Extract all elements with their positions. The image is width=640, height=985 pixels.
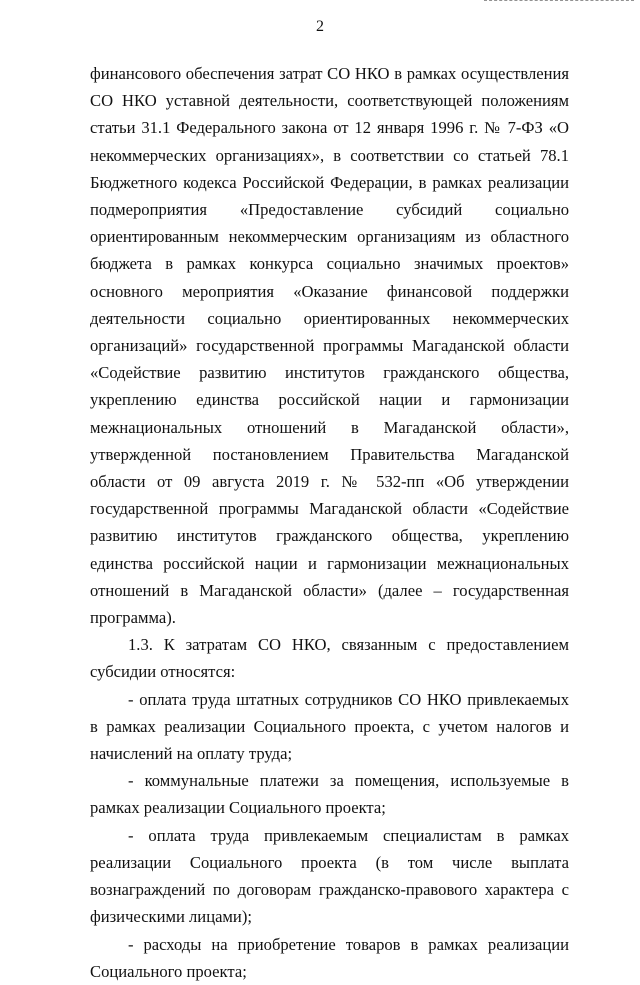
list-item-staff-pay: - оплата труда штатных сотрудников СО НКО привлекаемых в рамках реализации Социального проекта, с учетом налогов и начислений на оплату труда; [90, 689, 569, 764]
list-item-specialists-pay: - оплата труда привлекаемым специалистам в рамках реализации Социального проекта (в том числе выплата вознаграждений по договорам гражданско-правового характера с физическими лицами); [90, 825, 569, 927]
scan-edge-mark [484, 0, 634, 5]
list-item-utilities: - коммунальные платежи за помещения, используемые в рамках реализации Социального проекта; [90, 771, 569, 818]
list-item-goods: - расходы на приобретение товаров в рамках реализации Социального проекта; [90, 934, 569, 981]
paragraph-continuation: финансового обеспечения затрат СО НКО в рамках осуществления СО НКО уставной деятельности, соответствующей положениям статьи 31.1 Федерального закона от 12 января 1996 г. № 7-ФЗ «О некоммерческих организациях», в соответствии со статьей 78.1 Бюджетного кодекса Российской Федерации, в рамках реализации подмероприятия «Предоставление субсидий социально ориентированным некоммерческим организациям из областного бюджета в рамках конкурса социально значимых проектов» основного мероприятия «Оказание финансовой поддержки деятельности социально ориентированных некоммерческих организаций» государственной программы Магаданской области «Содействие развитию институтов гражданского общества, укреплению единства российской нации и гармонизации межнациональных отношений в Магаданской области», утвержденной постановлением Правительства Магаданской области от 09 августа 2019 г. № 532-пп «Об утверждении государственной программы Магаданской области «Содействие развитию институтов гражданского общества, укреплению единства российской нации и гармонизации межнациональных отношений в Магаданской области» (далее – государственная программа). [90, 64, 569, 628]
paragraph-1-3: 1.3. К затратам СО НКО, связанным с предоставлением субсидии относятся: [90, 635, 569, 682]
document-body [90, 60, 569, 985]
page-number: 2 [316, 18, 324, 35]
